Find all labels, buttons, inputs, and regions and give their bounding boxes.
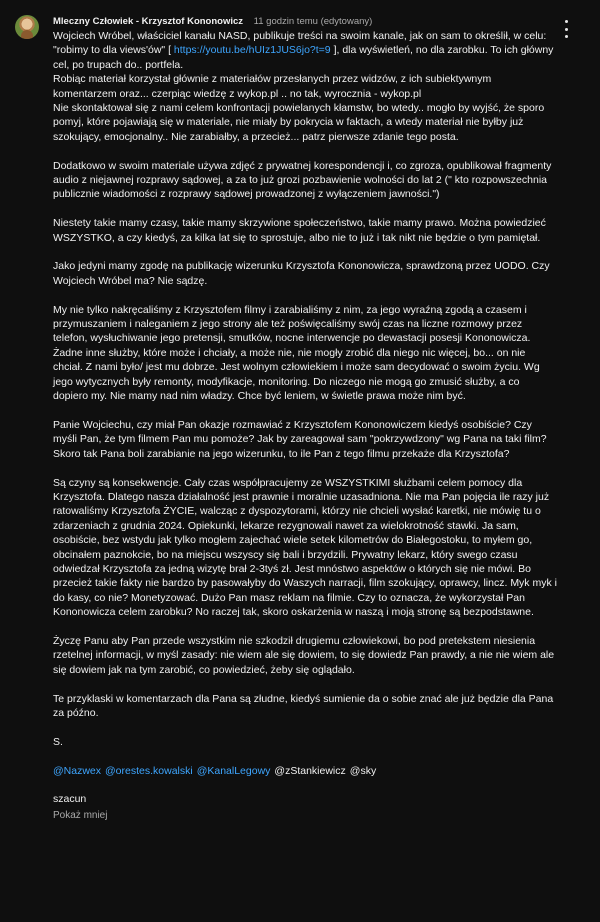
mention-text: @zStankiewicz — [274, 764, 346, 777]
comment-avatar[interactable] — [15, 15, 39, 39]
comment-mentions — [53, 764, 557, 778]
mention-link[interactable]: @Nazwex — [53, 764, 102, 777]
comment-text: ], dla wyświetleń, no dla zarobku. To ich główny cel, po trupach do.. portfela. Robiąc materiał korzystał głównie z materiałów przesłanych przez widzów, z ich subiektywnym komentarzem oraz... czerpiąc wiedzę z wykop.pl .. no tak, wyrocznia - wykop.pl Nie skontaktował się z nami celem konfrontacji powielanych kłamstw, bo wtedy.. mogło by wyjść, że sporo pomyj, które pojawiają się w materiale, nie miały by pokrycia w faktach, a wtedy materiał nie byłby już szokujący, emocjonalny.. Nie zarabiałby, a przecież... patrz pierwsze zdanie tego posta. — [53, 44, 554, 143]
comment-paragraph: Te przyklaski w komentarzach dla Pana są złudne, kiedyś sumienie da o sobie znać ale już będzie dla Pana za późno. — [53, 692, 554, 719]
comment-paragraph: Panie Wojciechu, czy miał Pan okazje rozmawiać z Krzysztofem Kononowiczem kiedyś osobiście? Czy myśli Pan, że tym filmem Pan mu pomoże? Jak by zareagował sam "pokrzywdzony" wg Pana na taki film? Skoro tak Pana boli zarabianie na jego wizerunku, to ile Pan z tego filmu przekaże dla Krzysztofa? — [53, 418, 547, 460]
comment-signature: S. — [53, 735, 63, 748]
mention-link[interactable]: @KanalLegowy — [196, 764, 271, 777]
comment-body — [53, 29, 557, 823]
comment-paragraph: Są czyny są konsekwencje. Cały czas współpracujemy ze WSZYSTKIMI służbami celem pomocy dla Krzysztofa. Dlatego nasza działalność jest prawnie i moralnie uzasadniona. Nie ma Pan pojęcia ile razy już ratowaliśmy Krzysztofa ŻYCIE, walcząc z dyspozytorami, którzy nie chcieli wysłać karetki, nie mówię tu o zdarzeniach z grudnia 2024. Opiekunki, lekarze rezygnowali nawet za wielokrotność stawki. Ja sam, osobiście, bez wstydu jak tylko mogłem zajechać wiele setek kilometrów do Białegostoku, to myłem go, obcinałem paznokcie, bo na miejscu wszyscy się bali i brzydzili. Prywatny lekarz, który swego czasu odwiedzał Krzysztofa za jedną wizytę brał 2-3tyś zł. Jest mnóstwo aspektów o których się nie mówi. Bo przecież takie fakty nie bardzo by pasowałyby do Waszych narracji, film szokujący, oprawcy, lincz. Myk myk i do kasy, co nie? Monetyzować. Dużo Pan masz reklam na filmie. Czy to oznacza, że wykorzystał Pan Kononowicza celem zarobku? No raczej tak, skoro oskarżenia w naszą i moją stronę są bezpodstawne. — [53, 476, 557, 619]
comment-paragraph: My nie tylko nakręcaliśmy z Krzysztofem filmy i zarabialiśmy z nim, za jego wyraźną zgodą a czasem i przymuszaniem i naleganiem z jego strony ale też poświęcaliśmy swój czas na liczne rozmowy przez telefon, wysłuchiwanie jego pretensji, smutków, nocne interwencje po dewastacji posesji Kononowicza. Żadne inne służby, które może i chciały, a może nie, nie mogły zrobić dla niego nic więcej, bo... on nie chciał. Z nami było/ jest mu dobrze. Jest wolnym człowiekiem i może sam decydować o swoim życiu. Wg jego wytycznych były remonty, modyfikacje, monitoring. Do niczego nie mogą go zmusić służby, a co dopiero my. Nie mamy nad nim władzy. Chce być leniem, w świetle prawa może nim być. — [53, 303, 540, 403]
more-actions-icon[interactable] — [563, 20, 569, 38]
comment-closing: szacun — [53, 793, 87, 806]
youtube-link[interactable]: https://youtu.be/hUIz1JUS6jo?t=9 — [173, 44, 331, 57]
comment-paragraph — [53, 29, 557, 144]
comment-timestamp[interactable]: 11 godzin temu (edytowany) — [253, 16, 373, 27]
comment-paragraph: Życzę Panu aby Pan przede wszystkim nie szkodził drugiemu człowiekowi, bo pod pretekstem niesienia rzetelnej informacji, w myśl zasady: nie wiem ale się dowiem, to się dowiedz Pan prawdy, a nie nie wiem ale się dowiem jak na tym zarobić, co powiedzieć, żeby się oglądało. — [53, 634, 555, 676]
comment-text: Wojciech Wróbel, właściciel kanału NASD, publikuje treści na swoim kanale, jak on sam to określił, w celu: "robimy to dla views'ów" [ — [53, 30, 547, 57]
comment-header — [53, 16, 372, 28]
comment-paragraph: Niestety takie mamy czasy, takie mamy skrzywione społeczeństwo, takie mamy prawo. Można powiedzieć WSZYSTKO, a czy kiedyś, za kilka lat się to sprostuje, albo nie to już i tak nikt nie będzie o tym pamiętał. — [53, 217, 546, 244]
comment-author[interactable]: Mleczny Człowiek - Krzysztof Kononowicz — [53, 16, 244, 27]
mention-text: @sky — [349, 764, 377, 777]
comment-paragraph: Dodatkowo w swoim materiale używa zdjęć z prywatnej korespondencji i, co zgroza, opublikował fragmenty audio z niejawnej rozprawy sądowej, a za to już grozi pozbawienie wolności do lat 2 (" kto rozpowszechnia publicznie wiadomości z rozprawy sądowej prowadzonej z wyłączeniem jawności.") — [53, 159, 552, 201]
comment-paragraph: Jako jedyni mamy zgodę na publikację wizerunku Krzysztofa Kononowicza, sprawdzoną przez UODO. Czy Wojciech Wróbel ma? Nie sądzę. — [53, 260, 550, 287]
show-less-button[interactable]: Pokaż mniej — [53, 809, 108, 821]
mention-link[interactable]: @orestes.kowalski — [105, 764, 193, 777]
